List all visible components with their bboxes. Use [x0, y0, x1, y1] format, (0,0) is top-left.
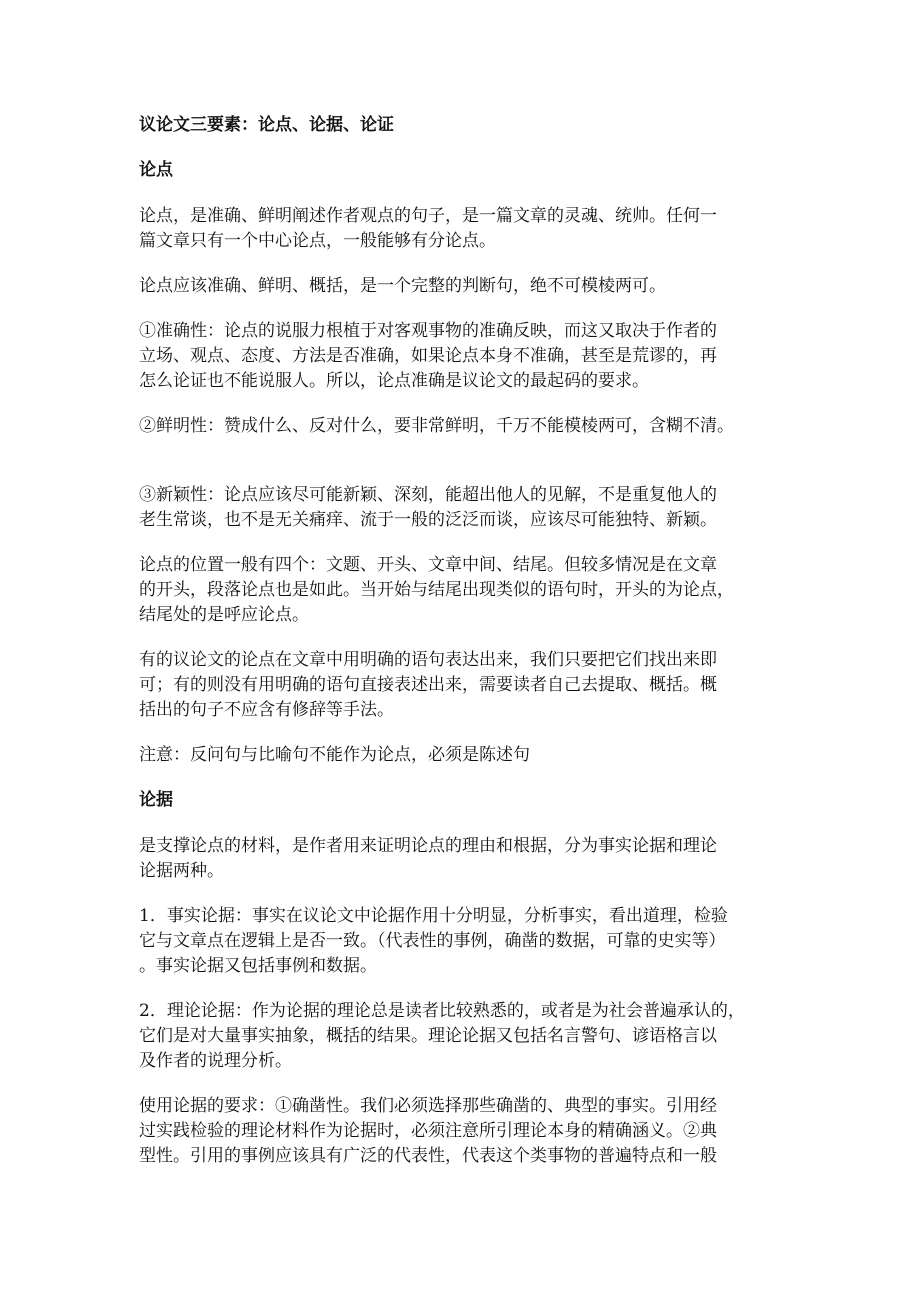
paragraph-line: 篇文章只有一个中心论点，一般能够有分论点。 [139, 231, 496, 251]
paragraph-line: 论据两种。 [139, 861, 224, 881]
paragraph-line: 。事实论据又包括事例和数据。 [139, 956, 377, 976]
section-heading-lundian: 论点 [139, 160, 173, 180]
paragraph-line: 2．理论论据：作为论据的理论总是读者比较熟悉的，或者是为社会普遍承认的， [139, 1001, 745, 1021]
paragraph-line: 怎么论证也不能说服人。所以，论点准确是议论文的最起码的要求。 [139, 371, 649, 391]
document-title: 议论文三要素：论点、论据、论证 [139, 115, 394, 135]
paragraph-line: ③新颖性：论点应该尽可能新颖、深刻，能超出他人的见解，不是重复他人的 [139, 485, 717, 505]
paragraph-line: 使用论据的要求：①确凿性。我们必须选择那些确凿的、典型的事实。引用经 [139, 1096, 717, 1116]
paragraph-line: 的开头，段落论点也是如此。当开始与结尾出现类似的语句时，开头的为论点， [139, 580, 734, 600]
paragraph-line: 是支撑论点的材料，是作者用来证明论点的理由和根据，分为事实论据和理论 [139, 836, 717, 856]
paragraph-line: 论点应该准确、鲜明、概括，是一个完整的判断句，绝不可模棱两可。 [139, 276, 666, 296]
paragraph-line: 及作者的说理分析。 [139, 1051, 292, 1071]
paragraph-line: 老生常谈，也不是无关痛痒、流于一般的泛泛而谈，应该尽可能独特、新颖。 [139, 510, 717, 530]
paragraph-line: 注意：反问句与比喻句不能作为论点，必须是陈述句 [139, 745, 530, 765]
paragraph-line: 可；有的则没有用明确的语句直接表述出来，需要读者自己去提取、概括。概 [139, 675, 717, 695]
section-heading-lunju: 论据 [139, 790, 173, 810]
paragraph-line: ①准确性：论点的说服力根植于对客观事物的准确反映，而这又取决于作者的 [139, 321, 717, 341]
paragraph-line: 括出的句子不应含有修辞等手法。 [139, 700, 394, 720]
paragraph-line: 型性。引用的事例应该具有广泛的代表性，代表这个类事物的普遍特点和一般 [139, 1146, 717, 1166]
paragraph-line: 它们是对大量事实抽象，概括的结果。理论论据又包括名言警句、谚语格言以 [139, 1026, 717, 1046]
paragraph-line: 过实践检验的理论材料作为论据时，必须注意所引理论本身的精确涵义。②典 [139, 1121, 717, 1141]
paragraph-line: 它与文章点在逻辑上是否一致。（代表性的事例，确凿的数据，可靠的史实等） [139, 931, 726, 951]
paragraph-line: 论点，是准确、鲜明阐述作者观点的句子，是一篇文章的灵魂、统帅。任何一 [139, 206, 717, 226]
paragraph-line: 1．事实论据：事实在议论文中论据作用十分明显，分析事实，看出道理，检验 [139, 906, 728, 926]
paragraph-line: 有的议论文的论点在文章中用明确的语句表达出来，我们只要把它们找出来即 [139, 650, 717, 670]
paragraph-line: 结尾处的是呼应论点。 [139, 605, 309, 625]
paragraph-line: ②鲜明性：赞成什么、反对什么，要非常鲜明，千万不能模棱两可，含糊不清。 [139, 416, 734, 436]
paragraph-line: 立场、观点、态度、方法是否准确，如果论点本身不准确，甚至是荒谬的，再 [139, 346, 717, 366]
paragraph-line: 论点的位置一般有四个：文题、开头、文章中间、结尾。但较多情况是在文章 [139, 555, 717, 575]
